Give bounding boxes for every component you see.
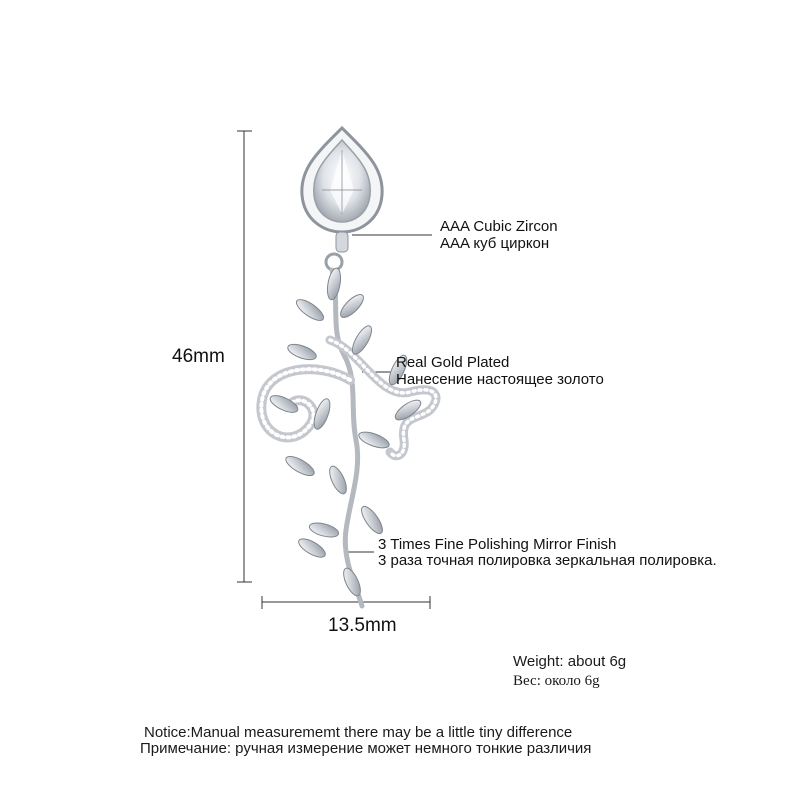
weight-label-en: Weight: about 6g <box>513 653 627 670</box>
notice-en: Notice:Manual measurememt there may be a little tiny difference <box>144 724 573 741</box>
height-label: 46mm <box>172 346 225 367</box>
height-dimension <box>237 131 252 582</box>
polish-label-ru: 3 раза точная полировка зеркальная полировка. <box>378 552 717 569</box>
notice-ru: Примечание: ручная измерение может немного тонкие различия <box>140 740 592 757</box>
gold-label-ru: Нанесение настоящее золото <box>396 371 604 388</box>
weight-label-ru: Вес: около 6g <box>513 673 600 689</box>
zircon-label-en: AAA Cubic Zircon <box>440 218 558 235</box>
gold-label-en: Real Gold Plated <box>396 354 510 371</box>
zircon-label-ru: AAA куб циркон <box>440 235 550 252</box>
width-dimension <box>262 596 430 609</box>
width-label: 13.5mm <box>328 615 397 636</box>
teardrop-stud <box>302 128 382 232</box>
polish-label-en: 3 Times Fine Polishing Mirror Finish <box>378 536 617 553</box>
